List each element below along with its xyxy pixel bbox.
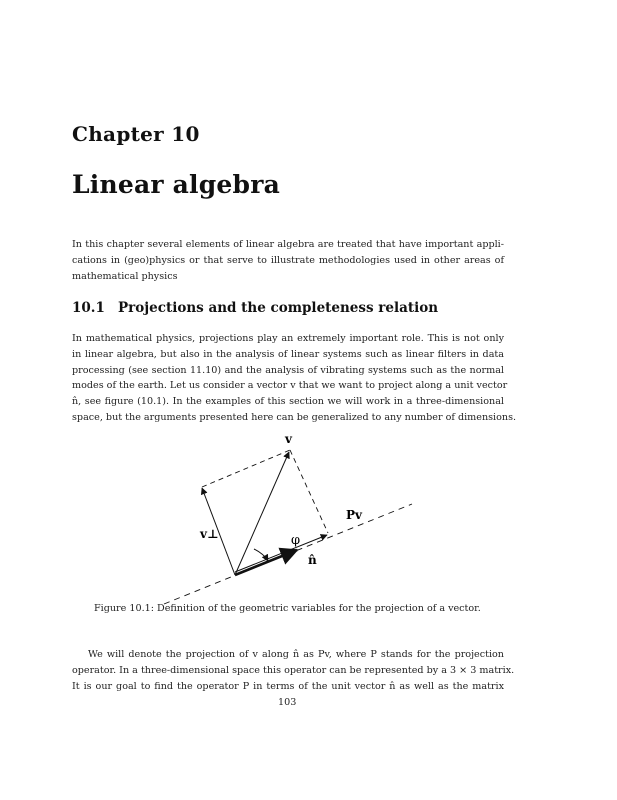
intro-paragraph xyxy=(72,237,504,284)
section-number: 10.1 xyxy=(72,300,105,316)
label-v: v xyxy=(285,432,292,446)
body-line: We will denote the projection of v along n̂ as Pv, where P stands for the projection xyxy=(88,649,504,660)
section-title: Projections and the completeness relation xyxy=(118,300,439,316)
dashed-right-edge xyxy=(290,450,328,533)
label-pv: Pv xyxy=(346,508,362,522)
projection-figure xyxy=(150,430,450,610)
label-phi: φ xyxy=(291,533,301,548)
label-vperp: v⊥ xyxy=(200,527,219,541)
intro-line: mathematical physics xyxy=(72,270,178,282)
intro-line: In this chapter several elements of linear algebra are treated that have important appli- xyxy=(72,239,504,250)
body-line: space, but the arguments presented here can be generalized to any number of dimensions. xyxy=(72,411,517,423)
projection-diagram xyxy=(150,430,450,610)
body-line: in linear algebra, but also in the analysis of linear systems such as linear filters in data xyxy=(72,348,504,360)
section-heading xyxy=(72,300,438,316)
body-line: modes of the earth. Let us consider a vector v that we want to project along a unit vector xyxy=(72,380,508,392)
body-paragraph-1 xyxy=(72,331,517,426)
page-number: 103 xyxy=(278,697,297,708)
chapter-label: Chapter 10 xyxy=(72,122,200,146)
body-paragraph-2 xyxy=(72,647,515,694)
intro-line: cations in (geo)physics or that serve to illustrate methodologies used in other areas of xyxy=(72,254,504,266)
figure-caption: Figure 10.1: Definition of the geometric variables for the projection of a vector. xyxy=(94,603,481,614)
body-line: n̂, see figure (10.1). In the examples of this section we will work in a three-dimensional xyxy=(72,396,504,408)
body-line: In mathematical physics, projections play an extremely important role. This is not only xyxy=(72,333,504,344)
dashed-top-edge xyxy=(202,450,290,487)
label-nhat: n̂ xyxy=(308,553,317,567)
body-line: processing (see section 11.10) and the analysis of vibrating systems such as the normal xyxy=(72,364,504,376)
chapter-title: Linear algebra xyxy=(72,170,280,199)
body-line: operator. In a three-dimensional space this operator can be represented by a 3 × 3 matrix. xyxy=(72,664,515,676)
body-line: It is our goal to find the operator P in terms of the unit vector n̂ as well as the matrix xyxy=(72,680,504,692)
